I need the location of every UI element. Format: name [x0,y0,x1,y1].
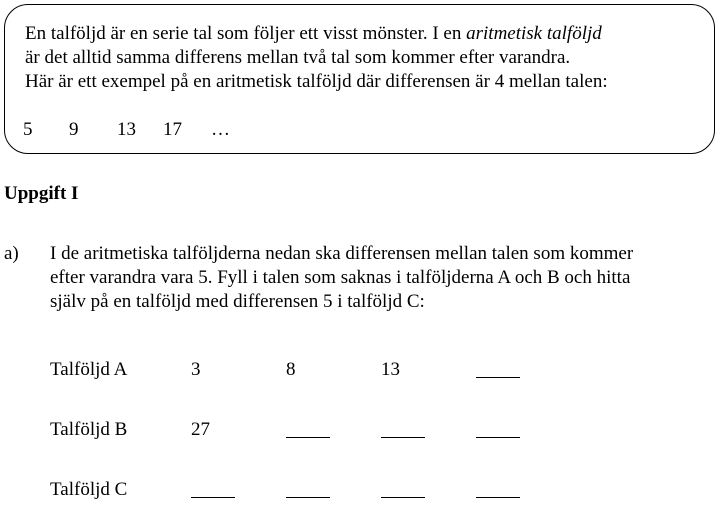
intro-box [4,4,715,154]
sequence-number: 17 [163,119,182,140]
row-a-blank-4[interactable] [476,377,520,378]
row-c-blank-1[interactable] [191,497,235,498]
row-label-c: Talföljd C [50,479,128,500]
row-b-value-1: 27 [191,419,210,440]
row-b-blank-3[interactable] [381,437,425,438]
row-b-blank-2[interactable] [286,437,330,438]
task-label: a) [4,243,19,264]
intro-line-1 [25,23,602,45]
row-a-value-2: 8 [286,359,296,380]
sequence-number: 5 [23,119,33,140]
sequence-number: 9 [69,119,79,140]
intro-line-2: är det alltid samma differens mellan två tal som kommer efter varandra. [25,47,571,68]
row-c-blank-2[interactable] [286,497,330,498]
task-text-line-2: efter varandra vara 5. Fyll i talen som saknas i talföljderna A och B och hitta [50,267,631,288]
intro-line-3: Här är ett exempel på en aritmetisk talföljd där differensen är 4 mellan talen: [25,71,608,92]
row-c-blank-3[interactable] [381,497,425,498]
task-heading: Uppgift I [4,183,79,204]
sequence-number: 13 [117,119,136,140]
row-a-value-1: 3 [191,359,201,380]
row-c-blank-4[interactable] [476,497,520,498]
intro-term-italic: aritmetisk talföljd [466,23,602,44]
row-a-value-3: 13 [381,359,400,380]
row-label-b: Talföljd B [50,419,128,440]
task-text-line-1: I de aritmetiska talföljderna nedan ska differensen mellan talen som kommer [50,243,634,264]
task-text-line-3: själv på en talföljd med differensen 5 i talföljd C: [50,291,425,312]
intro-line-1-text: En talföljd är en serie tal som följer ett visst mönster. I en [25,23,467,44]
row-b-blank-4[interactable] [476,437,520,438]
sequence-ellipsis: … [211,119,230,140]
row-label-a: Talföljd A [50,359,128,380]
